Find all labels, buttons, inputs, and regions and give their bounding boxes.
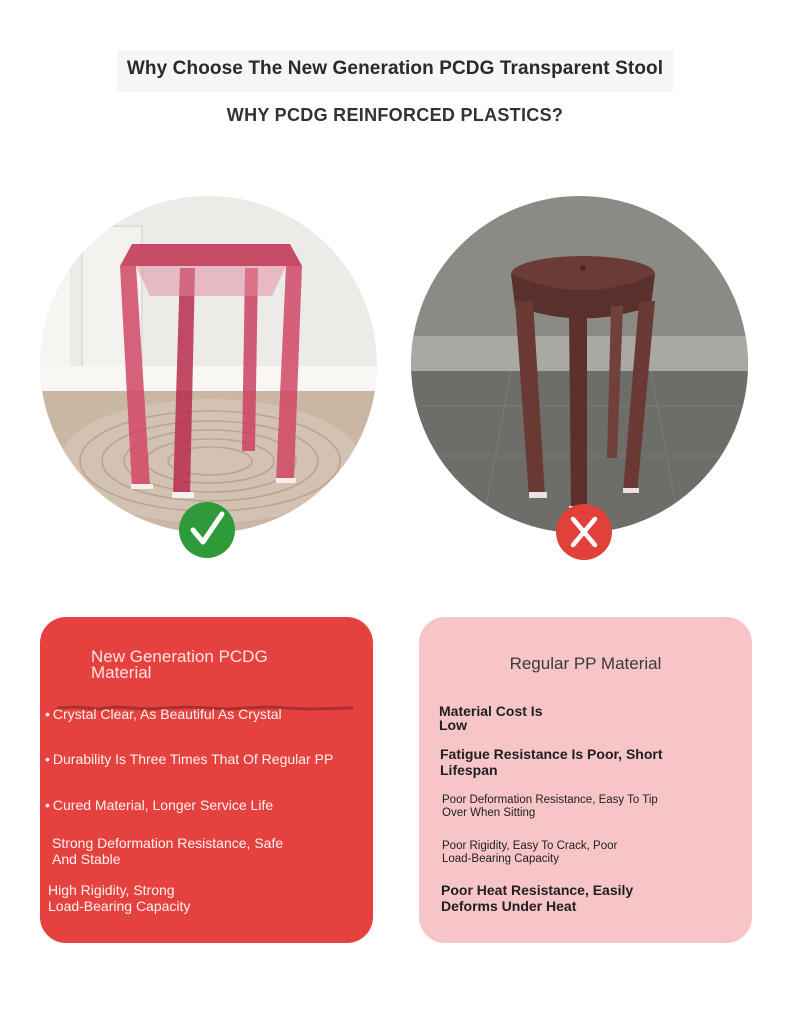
pcdg-item [45, 706, 282, 722]
pcdg-item-text: Durability Is Three Times That Of Regular PP [52, 751, 334, 767]
check-icon [179, 502, 235, 558]
pp-stool-photo [411, 196, 748, 533]
cross-icon [556, 504, 612, 560]
pcdg-item-text: Cured Material, Longer Service Life [52, 797, 274, 813]
pp-item-text: Material Cost Is [439, 703, 543, 719]
pp-item-text: Load-Bearing Capacity [442, 853, 559, 865]
pp-item [441, 882, 633, 914]
pp-panel-heading: Regular PP Material [509, 654, 662, 673]
pp-item [439, 704, 542, 732]
bullet: • [45, 751, 50, 767]
pcdg-heading-line1: New Generation PCDG [91, 647, 268, 666]
pcdg-item-text: And Stable [52, 851, 121, 867]
page-subtitle: WHY PCDG REINFORCED PLASTICS? [226, 105, 564, 125]
pp-item [442, 794, 658, 820]
pcdg-item-text: Crystal Clear, As Beautiful As Crystal [52, 706, 282, 722]
pcdg-stool-illustration [40, 196, 377, 533]
pcdg-item [48, 882, 190, 914]
pp-item-text: Poor Deformation Resistance, Easy To Tip [442, 794, 658, 806]
pp-item [440, 746, 663, 778]
pp-item-text: Poor Heat Resistance, Easily [441, 882, 634, 898]
bullet: • [45, 706, 50, 722]
pp-item-text: Poor Rigidity, Easy To Crack, Poor [442, 840, 618, 852]
pcdg-material-panel [40, 617, 373, 943]
bullet: • [45, 797, 50, 813]
checkmark-glyph [187, 510, 227, 550]
pcdg-heading-line2: Material [91, 663, 152, 682]
pcdg-stool-photo [40, 196, 377, 533]
pp-item-text: Fatigue Resistance Is Poor, Short [440, 746, 663, 762]
pp-item-text: Deforms Under Heat [441, 898, 577, 914]
page-title: Why Choose The New Generation PCDG Transparent Stool [126, 58, 664, 79]
pp-stool-illustration [411, 196, 748, 533]
pp-item-text: Over When Sitting [442, 807, 536, 819]
pcdg-item [45, 751, 333, 767]
x-glyph [564, 512, 604, 552]
pcdg-item-text: Strong Deformation Resistance, Safe [52, 835, 284, 851]
pp-item [442, 840, 617, 866]
pp-material-panel [419, 617, 752, 943]
pcdg-item [45, 797, 273, 813]
pcdg-item-text: High Rigidity, Strong [48, 882, 175, 898]
pcdg-item [52, 835, 283, 867]
pp-item-text: Lifespan [440, 762, 498, 778]
pcdg-panel-heading [91, 649, 321, 681]
pcdg-item-text: Load-Bearing Capacity [48, 898, 191, 914]
pp-item-text: Low [439, 717, 467, 733]
